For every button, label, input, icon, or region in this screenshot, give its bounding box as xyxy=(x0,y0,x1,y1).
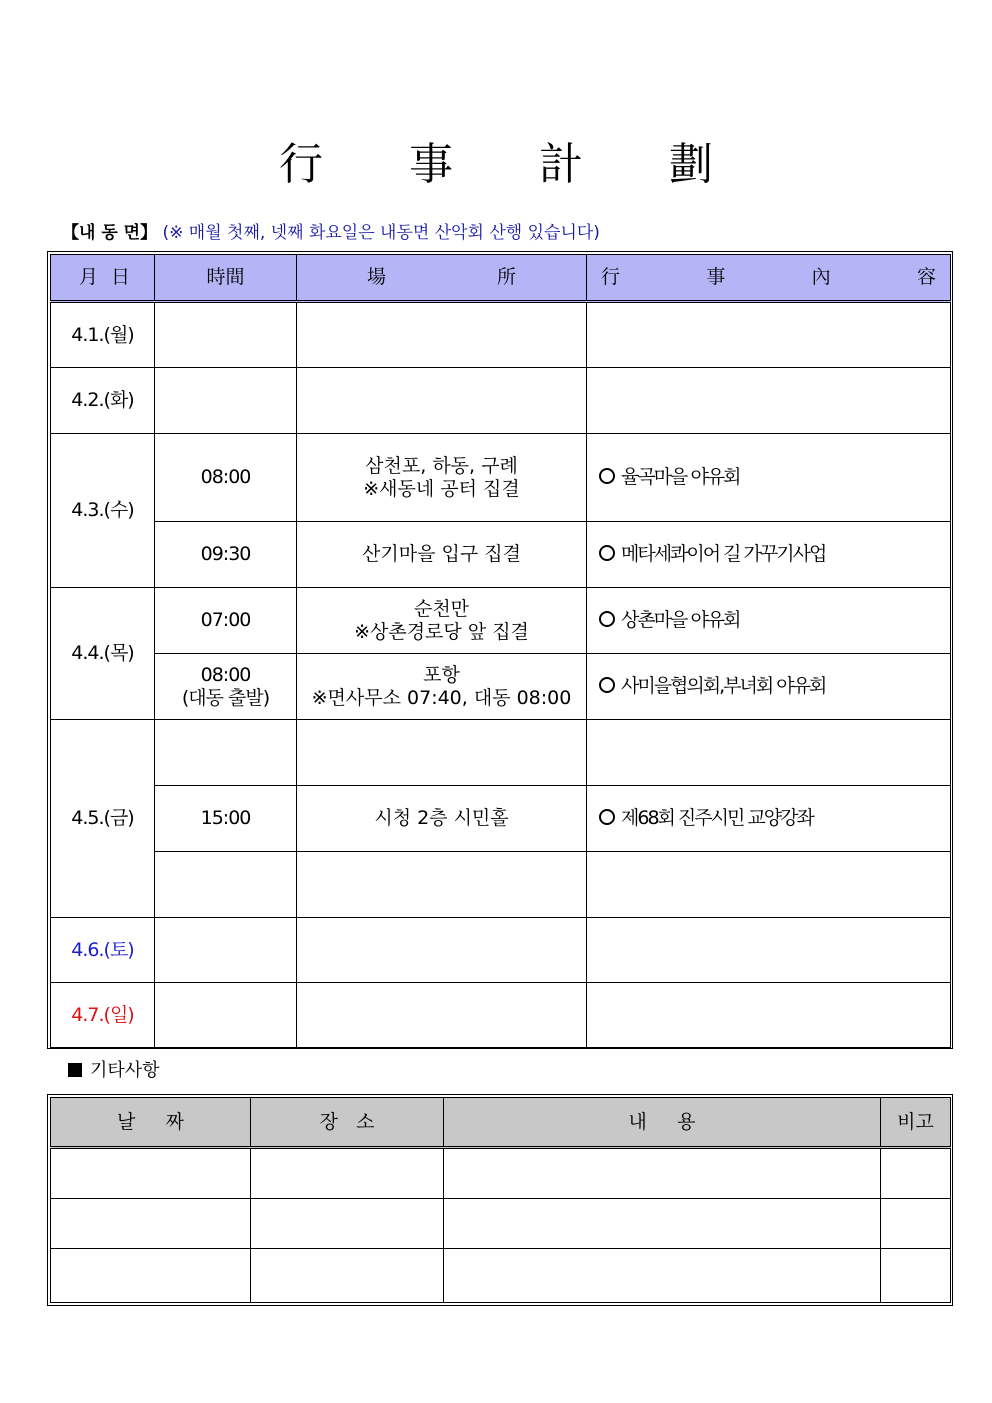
square-bullet-icon xyxy=(68,1063,82,1077)
circle-bullet-icon xyxy=(599,677,615,693)
section-note: (※ 매월 첫째, 넷째 화요일은 내동면 산악회 산행 있습니다) xyxy=(162,223,600,243)
etc-table-frame xyxy=(47,1094,953,1306)
place-cell xyxy=(297,368,587,434)
circle-bullet-icon xyxy=(599,809,615,825)
page-title xyxy=(0,128,992,188)
time-line: (대동 출발) xyxy=(181,686,270,709)
place-cell: 산기마을 입구 집결 xyxy=(297,522,587,588)
table-row xyxy=(51,588,951,654)
etc-table xyxy=(50,1097,951,1303)
content-cell xyxy=(587,302,951,368)
table-row xyxy=(51,522,951,588)
day-cell: 4.1.(월) xyxy=(51,302,155,368)
content-cell xyxy=(587,368,951,434)
etc-cell xyxy=(444,1199,881,1249)
etc-cell xyxy=(51,1199,251,1249)
place-cell xyxy=(297,852,587,918)
etc-header-date: 날 짜 xyxy=(51,1098,251,1148)
etc-cell xyxy=(881,1199,951,1249)
circle-bullet-icon xyxy=(599,468,615,484)
section-name: 【내 동 면】 xyxy=(62,223,158,243)
schedule-header-row xyxy=(51,255,951,302)
day-cell-sunday: 4.7.(일) xyxy=(51,983,155,1048)
etc-header-row xyxy=(51,1098,951,1148)
place-cell: 시청 2층 시민홀 xyxy=(297,786,587,852)
header-date: 月 日 xyxy=(51,255,155,302)
content-cell xyxy=(587,522,951,588)
content-cell xyxy=(587,654,951,720)
content-text: 제68회 진주시민 교양강좌 xyxy=(621,807,813,829)
schedule-table xyxy=(50,254,951,1048)
etc-header-content: 내 용 xyxy=(444,1098,881,1148)
place-cell xyxy=(297,302,587,368)
place-cell xyxy=(297,720,587,786)
content-cell xyxy=(587,588,951,654)
header-time: 時間 xyxy=(155,255,297,302)
day-cell: 4.2.(화) xyxy=(51,368,155,434)
title-char: 事 xyxy=(409,139,453,190)
time-cell: 07:00 xyxy=(155,588,297,654)
place-cell xyxy=(297,588,587,654)
content-cell xyxy=(587,434,951,522)
table-row xyxy=(51,720,951,786)
table-row xyxy=(51,368,951,434)
day-cell: 4.4.(목) xyxy=(51,588,155,720)
time-cell xyxy=(155,852,297,918)
content-cell xyxy=(587,983,951,1048)
time-cell xyxy=(155,918,297,983)
table-row xyxy=(51,434,951,522)
header-place: 場 所 xyxy=(297,255,587,302)
content-text: 상촌마을 야유회 xyxy=(621,609,740,631)
table-row xyxy=(51,786,951,852)
table-row xyxy=(51,302,951,368)
table-row xyxy=(51,1199,951,1249)
etc-cell xyxy=(51,1249,251,1303)
place-cell xyxy=(297,918,587,983)
content-text: 메타세콰이어 길 가꾸기사업 xyxy=(621,543,826,565)
time-cell xyxy=(155,368,297,434)
etc-header-place: 장 소 xyxy=(251,1098,444,1148)
time-line: 08:00 xyxy=(200,663,251,686)
etc-cell xyxy=(444,1249,881,1303)
time-cell: 15:00 xyxy=(155,786,297,852)
etc-heading-text: 기타사항 xyxy=(90,1060,160,1081)
time-cell: 09:30 xyxy=(155,522,297,588)
circle-bullet-icon xyxy=(599,545,615,561)
time-cell xyxy=(155,302,297,368)
time-cell xyxy=(155,654,297,720)
day-cell-saturday: 4.6.(토) xyxy=(51,918,155,983)
table-row xyxy=(51,918,951,983)
content-text: 율곡마을 야유회 xyxy=(621,466,740,488)
time-cell: 08:00 xyxy=(155,434,297,522)
place-line: ※면사무소 07:40, 대동 08:00 xyxy=(311,686,572,709)
day-cell: 4.5.(금) xyxy=(51,720,155,918)
table-row xyxy=(51,654,951,720)
place-line: 순천만 xyxy=(413,597,470,620)
etc-cell xyxy=(251,1148,444,1199)
place-cell xyxy=(297,434,587,522)
content-text: 사미을협의회,부녀회 야유회 xyxy=(621,675,826,697)
table-row xyxy=(51,852,951,918)
section-heading xyxy=(62,222,600,244)
title-char: 劃 xyxy=(669,139,713,190)
place-line: 삼천포, 하동, 구례 xyxy=(365,454,518,477)
etc-cell xyxy=(444,1148,881,1199)
title-char: 行 xyxy=(279,139,323,190)
etc-cell xyxy=(251,1249,444,1303)
etc-cell xyxy=(881,1249,951,1303)
header-content: 行 事 內 容 xyxy=(587,255,951,302)
place-cell xyxy=(297,983,587,1048)
etc-cell xyxy=(251,1199,444,1249)
table-row xyxy=(51,1249,951,1303)
content-cell xyxy=(587,720,951,786)
schedule-table-frame xyxy=(47,251,953,1049)
content-cell xyxy=(587,918,951,983)
place-line: 포항 xyxy=(423,663,460,686)
time-cell xyxy=(155,983,297,1048)
content-cell xyxy=(587,786,951,852)
table-row xyxy=(51,983,951,1048)
title-char: 計 xyxy=(539,139,583,190)
etc-cell xyxy=(881,1148,951,1199)
etc-header-note: 비고 xyxy=(881,1098,951,1148)
etc-cell xyxy=(51,1148,251,1199)
etc-heading xyxy=(68,1060,160,1082)
content-cell xyxy=(587,852,951,918)
table-row xyxy=(51,1148,951,1199)
place-line: ※상촌경로당 앞 집결 xyxy=(354,620,529,643)
place-cell xyxy=(297,654,587,720)
day-cell: 4.3.(수) xyxy=(51,434,155,588)
circle-bullet-icon xyxy=(599,611,615,627)
place-line: ※새동네 공터 집결 xyxy=(363,477,520,500)
time-cell xyxy=(155,720,297,786)
